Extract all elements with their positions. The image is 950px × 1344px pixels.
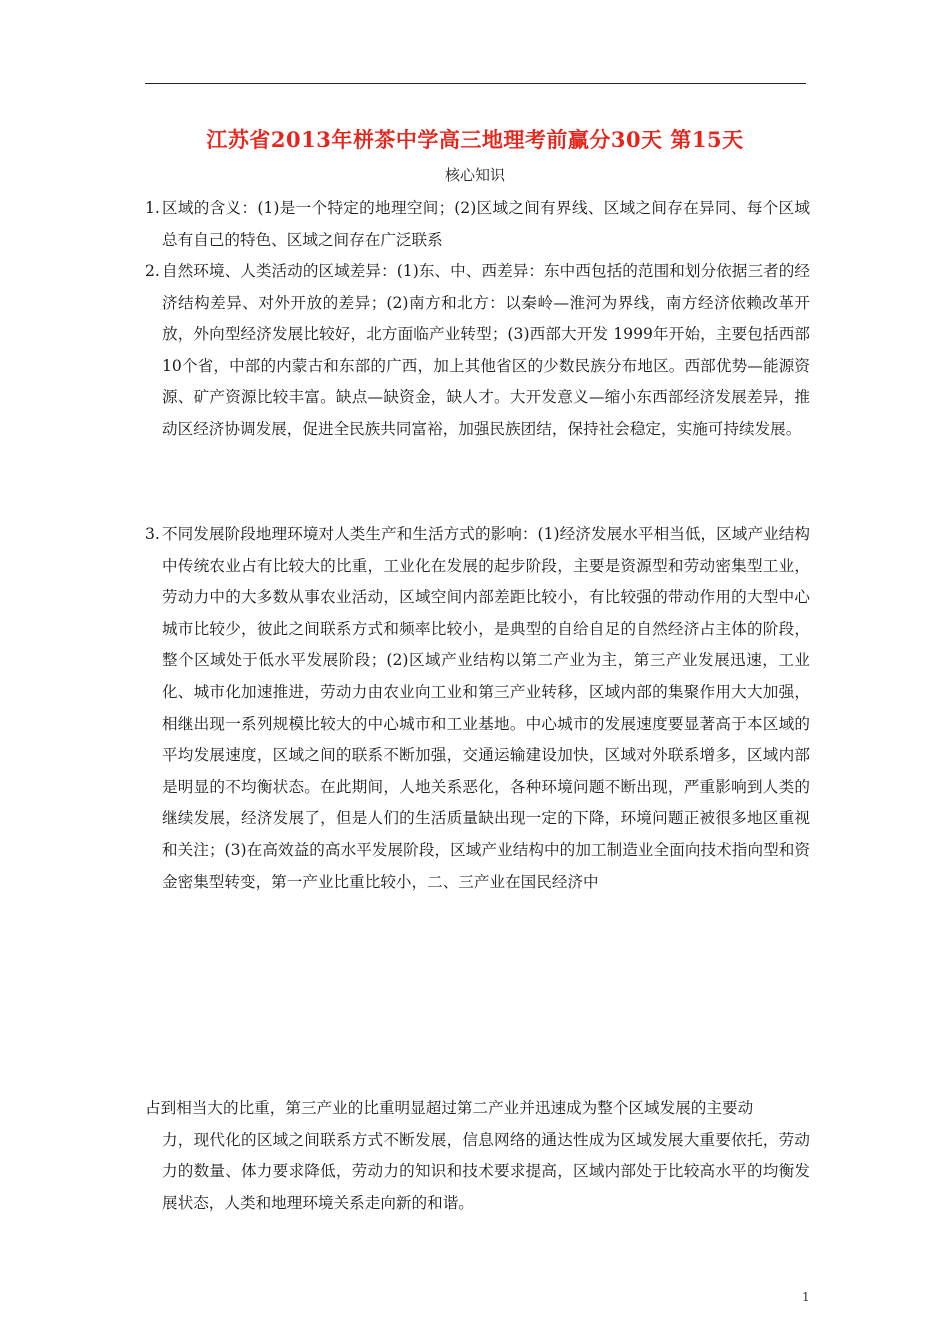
continuation-text: 力，现代化的区域之间联系方式不断发展，信息网络的通达性成为区域发展大重要依托，劳动力的数量、体力要求降低，劳动力的知识和技术要求提高，区域内部处于比较高水平的均衡发展状态，人类和地理环境关系走向新的和谐。 — [162, 1130, 810, 1212]
list-item-number: 3. — [145, 525, 160, 543]
list-item — [145, 256, 810, 446]
list-item-text: 自然环境、人类活动的区域差异：(1)东、中、西差异：东中西包括的范围和划分依据三者的经济结构差异、对外开放的差异；(2)南方和北方：以秦岭—淮河为界线，南方经济依赖改革开放，外向型经济发展比较好，北方面临产业转型；(3)西部大开发 1999年开始，主要包括西部10个省，中部的内蒙古和东部的广西，加上其他省区的少数民族分布地区。西部优势—能源资源、矿产资源比较丰富。缺点—缺资金，缺人才。大开发意义—缩小东西部经济发展差异，推动区经济协调发展，促进全民族共同富裕，加强民族团结，保持社会稳定，实施可持续发展。 — [162, 262, 810, 438]
page-title: 江苏省2013年栟茶中学高三地理考前赢分30天 第15天 — [206, 127, 744, 152]
continuation-first-line: 占到相当大的比重，第三产业的比重明显超过第二产业并迅速成为整个区域发展的主要动 — [145, 1099, 754, 1117]
list-item — [145, 193, 810, 256]
list-item-number: 1. — [145, 199, 160, 217]
list-item-text: 不同发展阶段地理环境对人类生产和生活方式的影响：(1)经济发展水平相当低，区域产业结构中传统农业占有比较大的比重，工业化在发展的起步阶段，主要是资源型和劳动密集型工业，劳动力中的大多数从事农业活动，区域空间内部差距比较小，有比较强的带动作用的大型中心城市比较少，彼此之间联系方式和频率比较小，是典型的自给自足的自然经济占主体的阶段，整个区域处于低水平发展阶段；(2)区域产业结构以第二产业为主，第三产业发展迅速，工业化、城市化加速推进，劳动力由农业向工业和第三产业转移，区域内部的集聚作用大大加强，相继出现一系列规模比较大的中心城市和工业基地。中心城市的发展速度要显著高于本区域的平均发展速度，区域之间的联系不断加强，交通运输建设加快，区域对外联系增多，区域内部是明显的不均衡状态。在此期间，人地关系恶化，各种环境问题不断出现，严重影响到人类的继续发展，经济发展了，但是人们的生活质量缺出现一定的下降，环境问题正被很多地区重视和关注；(3)在高效益的高水平发展阶段，区域产业结构中的加工制造业全面向技术指向型和资金密集型转变，第一产业比重比较小，二、三产业在国民经济中 — [162, 525, 810, 891]
section-subtitle: 核心知识 — [444, 166, 505, 184]
list-item-text: 区域的含义：(1)是一个特定的地理空间；(2)区域之间有界线、区域之间存在异同、每个区域总有自己的特色、区域之间存在广泛联系 — [162, 199, 810, 249]
list-item-number: 2. — [145, 262, 160, 280]
page-number: 1 — [802, 1290, 810, 1304]
continuation-paragraph — [145, 1093, 810, 1219]
list-item — [145, 519, 810, 898]
header-rule — [145, 83, 806, 84]
